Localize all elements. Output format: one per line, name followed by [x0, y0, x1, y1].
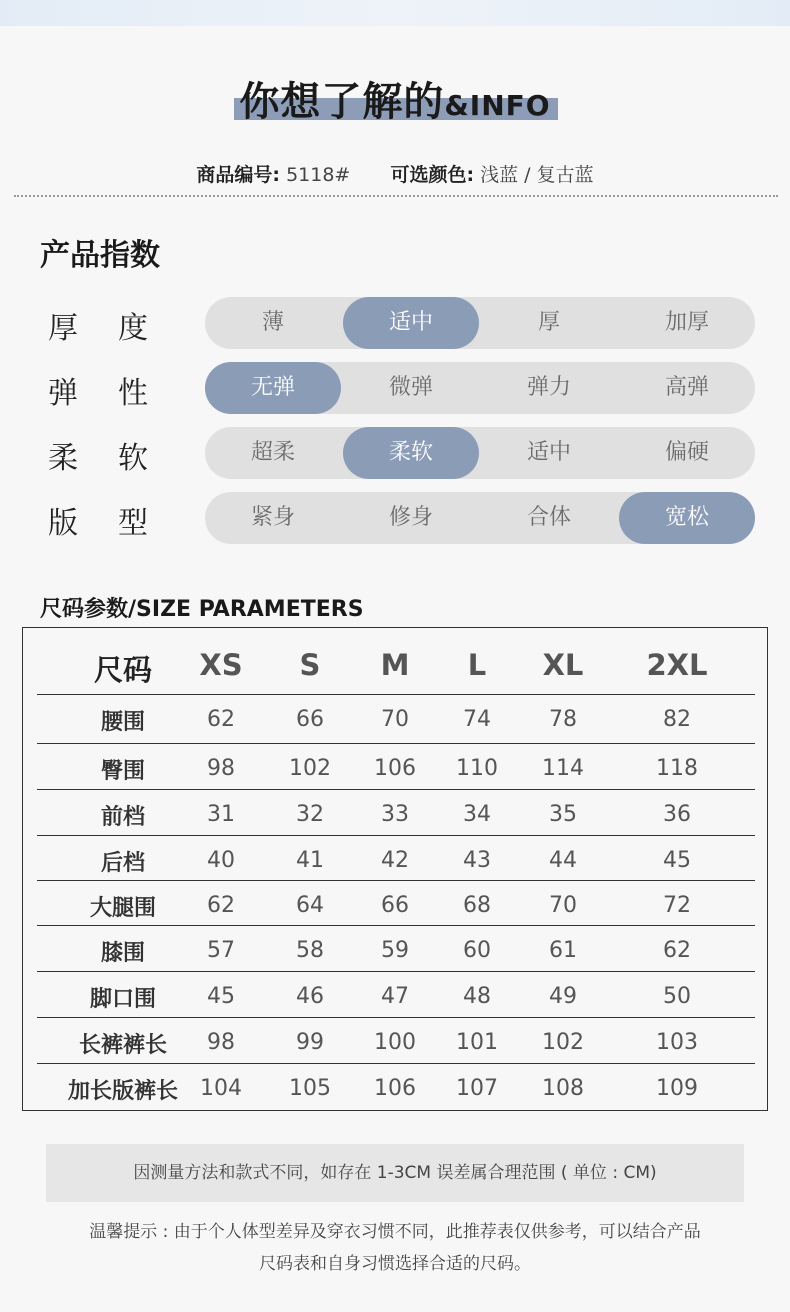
index-option: 加厚 — [664, 310, 709, 335]
size-value: 74 — [463, 707, 491, 732]
table-row — [23, 789, 769, 834]
size-header-cell: XL — [542, 648, 584, 682]
size-value: 104 — [200, 1076, 242, 1101]
size-value: 47 — [381, 984, 409, 1009]
measurement-name: 膝围 — [100, 941, 145, 966]
tip-line-2: 尺码表和自身习惯选择合适的尺码。 — [259, 1254, 531, 1274]
size-value: 36 — [663, 802, 691, 827]
dotted-divider — [14, 195, 778, 197]
size-header-cell: S — [299, 648, 321, 682]
size-value: 108 — [542, 1076, 584, 1101]
index-section-title: 产品指数 — [40, 238, 160, 273]
index-label-char: 厚 — [48, 311, 78, 346]
index-option: 微弹 — [388, 375, 433, 400]
index-option-selected: 柔软 — [343, 427, 479, 479]
tip-line-1: 温馨提示 : 由于个人体型差异及穿衣习惯不同，此推荐表仅供参考，可以结合产品 — [89, 1222, 701, 1242]
measurement-name: 长裤裤长 — [78, 1033, 167, 1058]
size-value: 64 — [296, 893, 324, 918]
index-row — [0, 492, 790, 544]
index-scale — [205, 492, 755, 544]
size-value: 41 — [296, 848, 324, 873]
size-value: 106 — [374, 756, 416, 781]
index-row-label — [48, 433, 148, 477]
size-value: 82 — [663, 707, 691, 732]
size-value: 32 — [296, 802, 324, 827]
measurement-name: 前档 — [100, 805, 145, 830]
size-value: 66 — [381, 893, 409, 918]
size-value: 35 — [549, 802, 577, 827]
row-divider — [37, 971, 755, 972]
size-value: 45 — [663, 848, 691, 873]
product-meta — [0, 160, 790, 187]
product-color-value: 浅蓝 / 复古蓝 — [480, 164, 594, 186]
index-option-selected: 适中 — [343, 297, 479, 349]
index-option-selected: 无弹 — [205, 362, 341, 414]
size-header-cell: 2XL — [646, 648, 708, 682]
index-option: 超柔 — [250, 440, 295, 465]
size-value: 42 — [381, 848, 409, 873]
size-table-header — [23, 628, 769, 694]
product-code-label: 商品编号: — [196, 164, 281, 186]
index-scale — [205, 297, 755, 349]
index-option: 偏硬 — [664, 440, 709, 465]
row-divider — [37, 789, 755, 790]
size-value: 33 — [381, 802, 409, 827]
size-value: 46 — [296, 984, 324, 1009]
index-option: 厚 — [537, 310, 560, 335]
table-row — [23, 743, 769, 788]
row-divider — [37, 743, 755, 744]
size-value: 43 — [463, 848, 491, 873]
size-value: 62 — [207, 707, 235, 732]
index-row-label — [48, 498, 148, 542]
index-label-char: 版 — [48, 506, 78, 541]
size-header-cell: XS — [199, 648, 243, 682]
size-value: 61 — [549, 938, 577, 963]
tip-note — [60, 1216, 730, 1280]
row-divider — [37, 835, 755, 836]
index-option: 合体 — [526, 505, 571, 530]
index-option: 紧身 — [250, 505, 295, 530]
index-option: 适中 — [526, 440, 571, 465]
size-value: 60 — [463, 938, 491, 963]
index-option: 弹力 — [526, 375, 571, 400]
size-value: 70 — [549, 893, 577, 918]
size-value: 98 — [207, 756, 235, 781]
size-value: 45 — [207, 984, 235, 1009]
size-header-cell: 尺码 — [93, 653, 152, 687]
table-row — [23, 880, 769, 925]
size-value: 105 — [289, 1076, 331, 1101]
measurement-name: 脚口围 — [89, 987, 156, 1012]
row-divider — [37, 694, 755, 695]
table-row — [23, 925, 769, 970]
size-value: 70 — [381, 707, 409, 732]
top-decor-band — [0, 0, 790, 26]
index-row — [0, 297, 790, 349]
index-row — [0, 427, 790, 479]
index-scale — [205, 362, 755, 414]
size-value: 48 — [463, 984, 491, 1009]
product-code-value: 5118# — [286, 164, 351, 186]
size-value: 57 — [207, 938, 235, 963]
size-value: 100 — [374, 1030, 416, 1055]
index-scale — [205, 427, 755, 479]
size-value: 44 — [549, 848, 577, 873]
size-value: 102 — [542, 1030, 584, 1055]
table-row — [23, 971, 769, 1016]
page-title-block — [0, 62, 790, 132]
measurement-name: 加长版裤长 — [67, 1079, 178, 1104]
index-label-char: 度 — [118, 311, 148, 346]
index-option-selected: 宽松 — [619, 492, 755, 544]
size-value: 34 — [463, 802, 491, 827]
page-title: 你想了解的&INFO — [239, 79, 551, 125]
size-value: 103 — [656, 1030, 698, 1055]
index-label-char: 柔 — [48, 441, 78, 476]
size-value: 78 — [549, 707, 577, 732]
size-value: 50 — [663, 984, 691, 1009]
size-value: 118 — [656, 756, 698, 781]
size-value: 62 — [207, 893, 235, 918]
row-divider — [37, 925, 755, 926]
table-row — [23, 694, 769, 739]
row-divider — [37, 1063, 755, 1064]
index-label-char: 性 — [118, 376, 148, 411]
size-value: 102 — [289, 756, 331, 781]
size-value: 107 — [456, 1076, 498, 1101]
size-value: 109 — [656, 1076, 698, 1101]
row-divider — [37, 880, 755, 881]
index-label-char: 型 — [118, 506, 148, 541]
measurement-name: 后档 — [100, 851, 145, 876]
size-value: 98 — [207, 1030, 235, 1055]
measurement-name: 臀围 — [100, 759, 145, 784]
size-value: 31 — [207, 802, 235, 827]
table-row — [23, 1063, 769, 1108]
table-row — [23, 835, 769, 880]
index-label-char: 弹 — [48, 376, 78, 411]
size-value: 62 — [663, 938, 691, 963]
size-value: 110 — [456, 756, 498, 781]
index-option: 薄 — [261, 310, 284, 335]
index-row-label — [48, 368, 148, 412]
index-option: 高弹 — [664, 375, 709, 400]
index-row-label — [48, 303, 148, 347]
size-value: 106 — [374, 1076, 416, 1101]
size-value: 72 — [663, 893, 691, 918]
size-section-title: 尺码参数/SIZE PARAMETERS — [40, 597, 364, 622]
size-value: 66 — [296, 707, 324, 732]
size-value: 99 — [296, 1030, 324, 1055]
size-value: 40 — [207, 848, 235, 873]
measure-note: 因测量方法和款式不同，如存在 1-3CM 误差属合理范围 ( 单位 : CM) — [46, 1144, 744, 1202]
table-row — [23, 1017, 769, 1062]
size-value: 49 — [549, 984, 577, 1009]
index-row — [0, 362, 790, 414]
size-value: 101 — [456, 1030, 498, 1055]
size-value: 58 — [296, 938, 324, 963]
index-option: 修身 — [388, 505, 433, 530]
measurement-name: 腰围 — [100, 710, 145, 735]
row-divider — [37, 1017, 755, 1018]
size-value: 59 — [381, 938, 409, 963]
measurement-name: 大腿围 — [89, 896, 156, 921]
size-value: 68 — [463, 893, 491, 918]
size-value: 114 — [542, 756, 584, 781]
size-header-cell: M — [380, 648, 410, 682]
product-color-label: 可选颜色: — [390, 164, 475, 186]
size-table — [22, 627, 768, 1111]
index-label-char: 软 — [118, 441, 148, 476]
size-header-cell: L — [467, 648, 487, 682]
